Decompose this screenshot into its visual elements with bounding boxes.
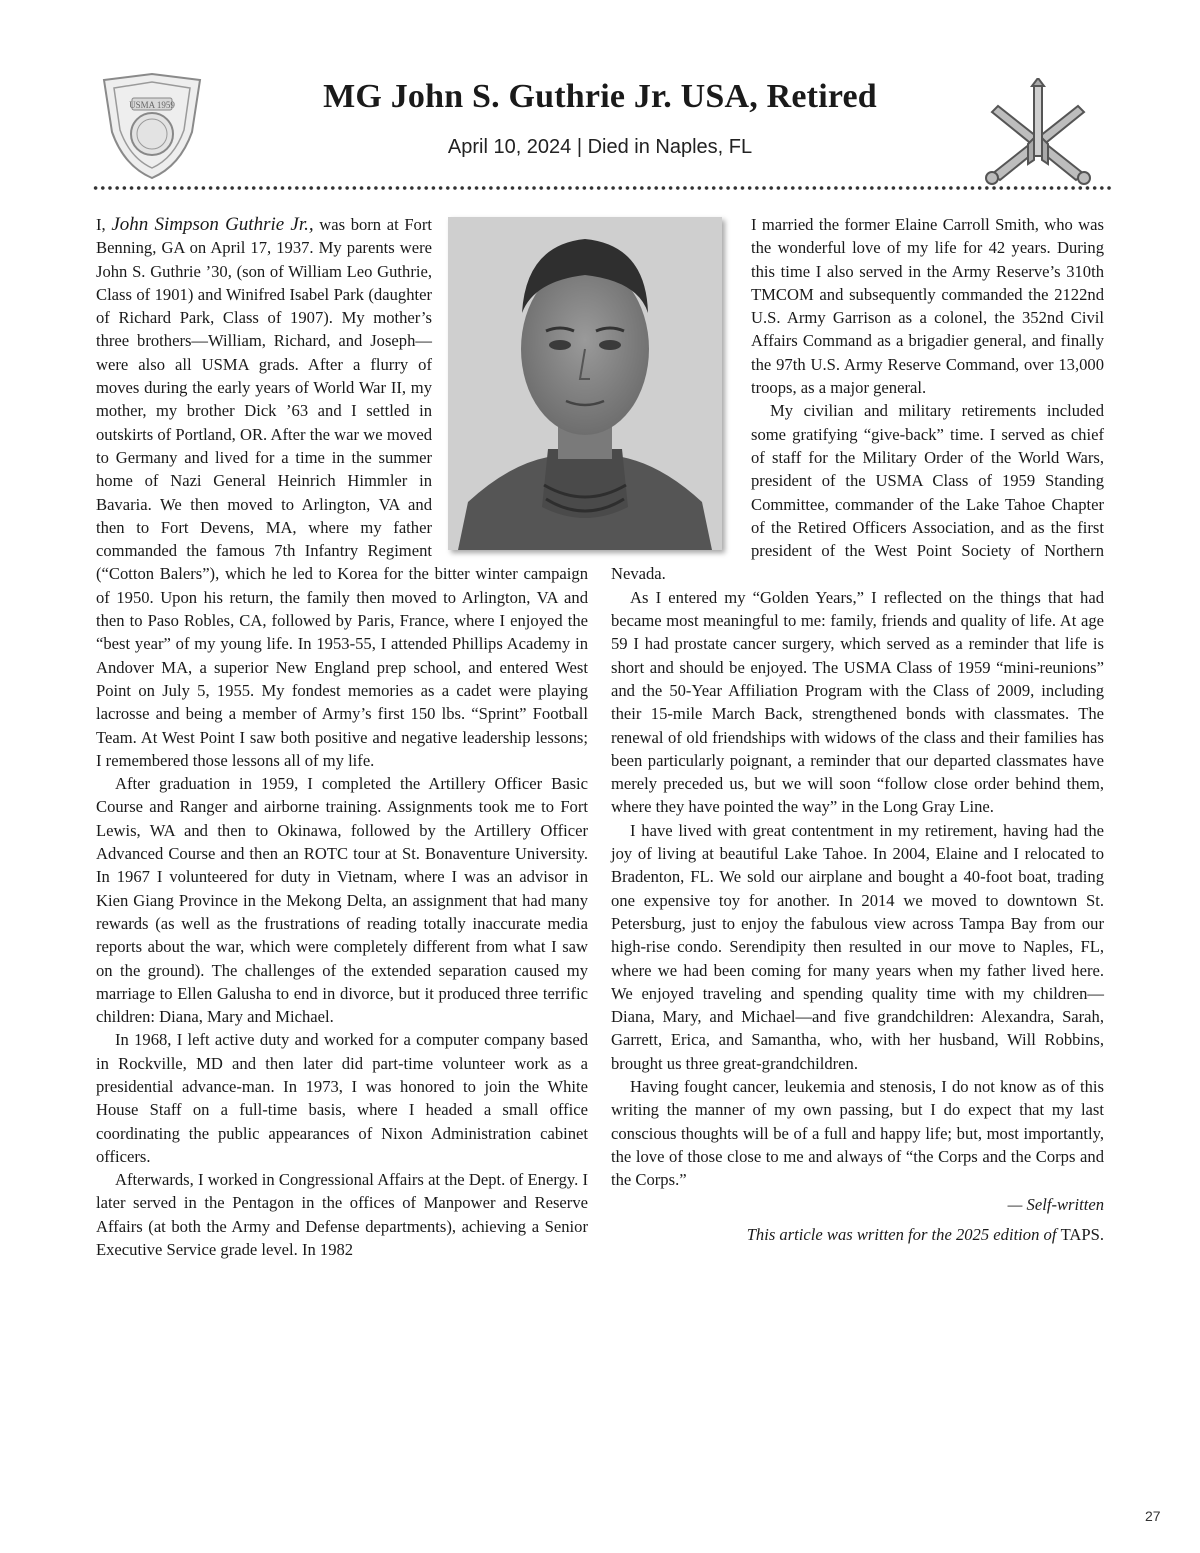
air-defense-artillery-insignia-icon — [978, 78, 1098, 186]
publication-note: This article was written for the 2025 edition of TAPS. — [746, 1224, 1104, 1244]
left-column — [96, 213, 588, 1261]
paragraph: Afterwards, I worked in Congressional Affairs at the Dept. of Energy. I later served in the Pentagon in the offices of Manpower and Reserve Affairs (at both the Army and Defense departments), achieving a Senior Executive Service grade level. In 1982 — [96, 1170, 588, 1260]
paragraph: As I entered my “Golden Years,” I reflected on the things that had became most meaningful to me: family, friends and quality of life. At age 59 I had prostate cancer surgery, which served as a reminder that life is short and should be enjoyed. The USMA Class of 1959 “mini-reunions” and the 50-Year Affiliation Program with the Class of 2009, including their 15-mile March Back, strengthened bonds with classmates. The renewal of old friendships with widows of the class and their families has been particularly poignant, a reminder that our departed classmates have merely preceded us, but we will soon “follow close order behind them, where they have pointed the way” in the Long Gray Line. — [611, 587, 1104, 817]
right-column — [611, 213, 1104, 1246]
paragraph: After graduation in 1959, I completed the Artillery Officer Basic Course and Ranger and airborne training. Assignments took me to Fort Lewis, WA and then to Okinawa, followed by the Artillery Officer Advanced Course and then an ROTC tour at St. Bonaventure University. In 1967 I volunteered for duty in Vietnam, where I was an advisor in Kien Giang Province in the Mekong Delta, an assignment that had many rewards (as well as the frustrations of reading totally inaccurate media reports about the war, which were completely different from what I saw on the ground). The challenges of the extended separation caused my marriage to Ellen Galusha to end in divorce, but it produced three terrific children: Diana, Mary and Michael. — [96, 774, 588, 1027]
paragraph: I married the former Elaine Carroll Smith, who was the wonderful love of my life for 42 years. During this time I also served in the Army Reserve’s 310th TMCOM and subsequently commanded the 2122nd U.S. Army Garrison as a colonel, the 352nd Civil Affairs Command as a brigadier general, and finally the 97th U.S. Army Reserve Command, over 13,000 troops, as a major general. — [751, 215, 1104, 398]
paragraph: Having fought cancer, leukemia and stenosis, I do not know as of this writing the manner of my own passing, but I do expect that my last conscious thoughts will be of a full and happy life; but, most importantly, the love of those close to me and always of “the Corps and the Corps and the Corps.” — [611, 1076, 1104, 1190]
svg-text:USMA 1959: USMA 1959 — [129, 100, 175, 110]
paragraph: In 1968, I left active duty and worked for a computer company based in Rockville, MD and then later did part-time volunteer work as a presidential advance-man. In 1973, I was honored to join the White House Staff on a full-time basis, where I headed a small office coordinating the public appearances of Nixon Administration cabinet officers. — [96, 1030, 588, 1166]
signature: — Self-written — [1007, 1195, 1104, 1215]
author-name: John Simpson Guthrie Jr., — [111, 214, 314, 235]
page-number: 27 — [1145, 1508, 1161, 1524]
header-divider — [92, 184, 1112, 192]
intro-paragraph: I, John Simpson Guthrie Jr., was born at Fort Benning, GA on April 17, 1937. My parents were John S. Guthrie ’30, (son of William Leo Guthrie, Class of 1901) and Winifred Isabel Park (daughter of Richard Park, Class of 1907). My mother’s three brothers—William, Richard, and Joseph—were also all USMA grads. After a flurry of moves during the early years of World War II, my mother, my brother Dick ’63 and I settled in outskirts of Portland, OR. After the war we moved to Germany and lived for a time in the summer home of Nazi General Heinrich Himmler in Bavaria. We then moved to Arlington, VA and then to Fort Devens, MA, where my father commanded the famous 7th Infantry Regiment (“Cotton Balers”), which he led to Korea for the bitter winter campaign of 1950. Upon his return, the family then moved to Arlington, VA and then to Paso Robles, CA, followed by Paris, France, where I enjoyed the “best year” of my young life. In 1953-55, I attended Phillips Academy in Andover MA, a superior New England prep school, and entered West Point on July 5, 1955. My fondest memories as a cadet were playing lacrosse and being a member of Army’s first 150 lbs. “Sprint” Football Team. At West Point I saw both positive and negative leadership lessons; I remembered those lessons all of my life. — [96, 214, 588, 770]
paragraph: My civilian and military retirements included some gratifying “give-back” time. I served as chief of staff for the Military Order of the World Wars, president of the USMA Class of 1959 Standing Committee, commander of the Lake Tahoe Chapter of the Retired Officers Association, and as the first president of the West Point Society of Northern Nevada. — [611, 401, 1104, 584]
page-subtitle: April 10, 2024 | Died in Naples, FL — [447, 136, 753, 158]
paragraph: I have lived with great contentment in my retirement, having had the joy of living at beautiful Lake Tahoe. In 2004, Elaine and I relocated to Bradenton, FL. We sold our airplane and bought a 40-foot boat, trading one expensive toy for another. In 2014 we moved to downtown St. Petersburg, just to enjoy the fabulous view across Tampa Bay from our high-rise condo. Serendipity then resulted in our move to Naples, FL, where we had been coming for many years when my father lived here. We enjoyed traveling and spending quality time with my children—Diana, Mary, and Michael—and five grandchildren: Alexandra, Sarah, Garrett, Erica, and Samantha, who, with her husband, Will Robbins, brought us three great-grandchildren. — [611, 820, 1104, 1073]
page-title: MG John S. Guthrie Jr. USA, Retired — [323, 78, 877, 115]
